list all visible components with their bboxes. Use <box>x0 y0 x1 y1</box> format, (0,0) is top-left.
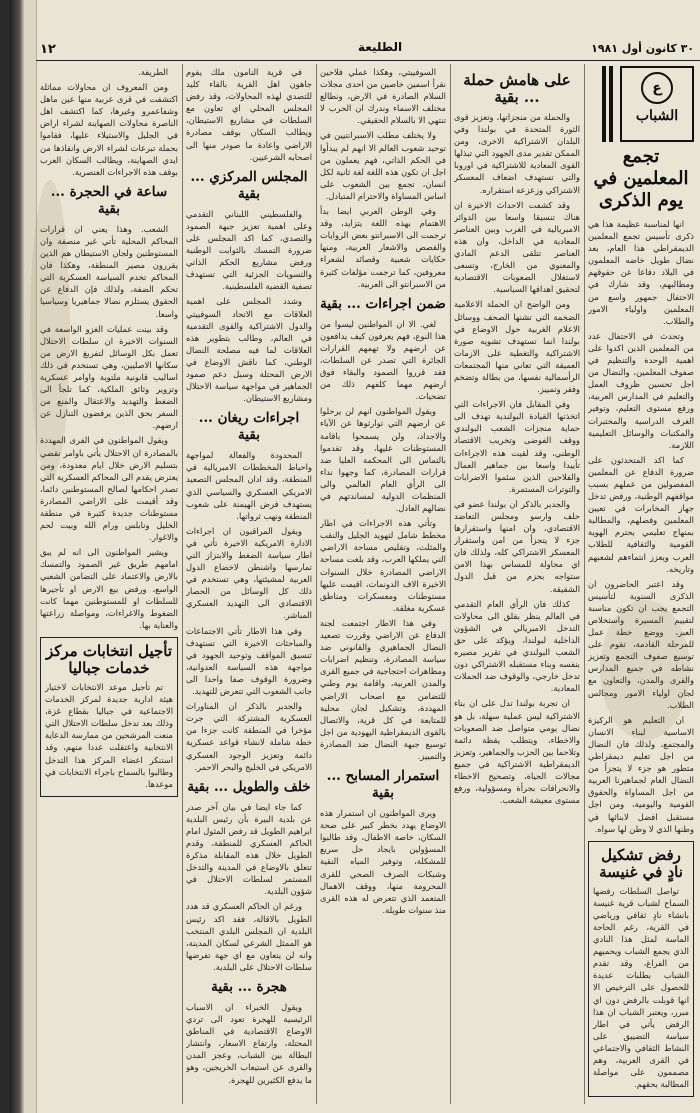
paragraph: ويرى المواطنون ان استمرار هذه الاوضاع يهدد بخطر كبير على صحة السكان، خاصة الاطفال، وقد طالبوا المسؤولين بايجاد حل سريع للمشكلة، وتوفير المياه النقية وشبكات الصرف الصحي للقرى المحرومة منها، ووقف الاهمال المتعمد الذي تتعرض له هذه القرى منذ سنوات طويلة. <box>320 808 446 915</box>
paragraph: وتحدث في الاحتفال عدد من المعلمين الذين اكدوا على اهمية الوحدة والتنظيم في صفوف المعلمين، والنضال من اجل تحسين ظروف العمل والتعليم في المدارس العربية، ورفع مستوى التعليم، وتوفير الغرف الدراسية والمختبرات والمكتبات والوسائل التعليمية اللازمة. <box>588 330 694 450</box>
box-headline: تأجيل انتخابات مركز خدمات جباليا <box>45 641 173 677</box>
paragraph: تم تأجيل موعد الانتخابات لاختيار هيئة ادارية جديدة لمركز الخدمات الاجتماعية في جباليا بقطاع غزة، وذلك بعد تدخل سلطات الاحتلال التي منعت المرشحين من ممارسة الدعاية الانتخابية واعتقلت عددا منهم، وقد استنكر اعضاء المركز هذا التدخل وطالبوا بالسماح باجراء الانتخابات في موعدها. <box>45 681 173 789</box>
section-name: الشباب <box>635 108 679 124</box>
box-headline: رفض تشكيل نادٍ في غنيسة <box>599 845 683 881</box>
paragraph: والجدير بالذكر ان بولندا عضو في حلف وارسو ومجلس التعاضد الاقتصادي، وان امنها واستقرارها جزء لا يتجزأ من امن واستقرار المعسكر الاشتراكي كله، ولذلك فان اي محاولة للمساس بهذا الامن ستواجه بحزم من قبل الدول الشقيقة. <box>454 498 580 594</box>
paragraph: ولا يختلف مطلب الاسبرانتيين في توحيد شعوب العالم الا انهم لم يبدأوا في الحكم الذاتي، فهم يعملون من اجل ان تكون هذه اللغة لغة ثانية لكل انسان، تجمع بين الشعوب على اساس المساواة والاحترام المتبادل. <box>320 130 446 201</box>
paragraph: والحملة من منجزاتها، وتعزيز قوى الثورة المتحدة في بولندا وفي البلدان الاشتراكية الاخرى، ومن الممكن تقدير مدى الجهود التي تبذلها القوى المعادية للاشتراكية في اوروبا والتي تستهدف اضعاف المعسكر الاشتراكي وزعزعة استقراره. <box>454 112 580 195</box>
news-box <box>40 637 178 797</box>
headline: خلف والطويل ... بقية <box>187 778 311 795</box>
paragraph: ويشير المواطنون الى انه لم يبق امامهم طريق غير الصمود والتمسك بالارض والاعتماد على التضامن الشعبي الواسع، ورفض بيع الارض او تأجيرها للسلطات او للمستوطنين مهما كانت الضغوط والاغراءات، ومواصلة زراعتها والعناية بها. <box>40 547 178 630</box>
paragraph: وتأتي هذه الاجراءات في اطار مخطط شامل لتهويد الجليل والنقب والمثلث، وتقليص مساحة الاراضي التي يملكها العرب، وقد بلغت مساحة الاراضي المصادرة خلال السنوات الاخيرة الاف الدونمات، اقيمت عليها مستوطنات ومعسكرات ومناطق عسكرية مغلقة. <box>320 518 446 613</box>
column-2 <box>186 66 312 1106</box>
paragraph: كذلك فان الرأي العام التقدمي في العالم ينظر بقلق الى محاولات التدخل الامبريالي في الشؤون الداخلية لبولندا، ويؤكد على حق الشعب البولندي في تقرير مصيره بنفسه وبناء مستقبله الاشتراكي دون تدخل خارجي، والوقوف ضد الحملات المعادية. <box>454 598 580 694</box>
paragraph: الطريقة. <box>138 67 168 77</box>
paragraph: المحدودة والفعالة لمواجهة واحباط المخططات الامبريالية في المنطقة، وقد ادان المجلس التصعيد الامريكي العسكري والسياسي الذي يستهدف فرض الهيمنة على شعوب المنطقة ونهب ثرواتها. <box>186 450 312 521</box>
youth-section-logo <box>620 66 694 142</box>
main-headline: تجمع المعلمين في يوم الذكرى <box>593 146 689 211</box>
page-margin-strip <box>24 0 37 1113</box>
news-box <box>588 841 694 1098</box>
paragraph: وفي المقابل فان الاجراءات التي اتخذتها القيادة البولندية تهدف الى حماية منجزات الشعب البولندي ووقف الفوضى وتخريب الاقتصاد الوطني، وقد لقيت هذه الاجراءات تأييدا واسعا بين جماهير العمال والفلاحين الذين سئموا الاضرابات والتوترات المستمرة. <box>454 399 580 494</box>
headline: هجرة ... بقية <box>211 979 287 995</box>
column-rule <box>450 64 451 1104</box>
paragraph: ان التعليم هو الركيزة الاساسية لبناء الانسان والمجتمع، ولذلك فان النضال من اجل تعليم ديمقراطي متطور هو جزء لا يتجزأ من النضال العام لجماهيرنا العربية من اجل المساواة والحقوق القومية واليومية، ومن اجل مستقبل افضل لابنائها في وطنها الذي لا وطن لها سواه. <box>588 714 694 834</box>
paragraph: وقد كشفت الاحداث الاخيرة ان هناك تنسيقا واسعا بين الدوائر الامبريالية في الغرب وبين العناصر المعادية في الداخل، وان هذه العناصر تتلقى الدعم المادي والمعنوي من الخارج، وتسعى لاستغلال الصعوبات الاقتصادية لتحقيق اهدافها السياسية. <box>454 199 580 295</box>
page-number: ١٢ <box>40 42 56 57</box>
youth-section-banner <box>588 66 694 142</box>
publication-date: ٣٠ كانون أول ١٩٨١ <box>591 42 694 55</box>
paragraph: ورغم ان الحاكم العسكري قد هدد الطويل بالاقالة، فقد اكد رئيس البلدية ان المجلس البلدي المنتخب هو الممثل الشرعي لسكان المدينة، وانه لن يتعاون مع اي جهة تفرضها سلطات الاحتلال على البلدية. <box>186 901 312 972</box>
column-3 <box>320 66 446 1106</box>
paragraph: وفي هذا الاطار تأتي الاجتماعات والمباحثات الاخيرة التي تستهدف تنسيق المواقف وتوحيد الجهود في مواجهة هذه السياسة العدوانية، وضرورة الوقوف صفا واحدا الى جانب الشعوب التي تتعرض للتهديد. <box>186 625 312 697</box>
paragraph: وقد بينت عمليات الغزو الواسعة في السنوات الاخيرة ان سلطات الاحتلال تعمل بكل الوسائل لتفريغ الارض من سكانها الاصليين، وهي تستخدم في ذلك اساليب قانونية ملتوية واوامر عسكرية وتزوير وثائق الملكية، كما تلجأ الى الضغط والتهديد والاعتقال والمنع من السفر بحق الذين يرفضون التنازل عن ارضهم. <box>40 323 178 431</box>
paragraph: وقد اعتبر الحاضرون ان الذكرى السنوية لتأسيس التجمع يجب ان تكون مناسبة لتقييم المسيرة واستخلاص العبر، ووضع خطة عمل للمرحلة القادمة، تقوم على توسيع صفوف التجمع وتعزيز نشاطه في جميع المدارس والقرى والمدن، والتعاون مع لجان اولياء الامور ومجالس الطلاب. <box>588 578 694 710</box>
headline: ضمن اجراءات ... بقية <box>320 295 446 312</box>
paper-stain <box>30 180 70 480</box>
paragraph: السوفييتي، وهكذا عملي فلاحين نقرأ اسمين خاصين من احدى مجلات السلام الصادرة في الارض، ونطالع مختلف الاسماء وندرك ان الحرب لا تنتهي الا بالسلام الحقيقي. <box>320 67 446 126</box>
paragraph: كما جاء ايضا في بيان آخر صدر عن بلدية البيرة بأن رئيس البلدية ابراهيم الطويل قد رفض المثول امام الحاكم العسكري للمنطقة، وقدم الطويل خلال هذه المقابلة مذكرة تتعلق بالاوضاع في المدينة والتدخل المستمر لسلطات الاحتلال في شؤون البلدية. <box>186 801 312 897</box>
paragraph: تواصل السلطات رفضها السماح لشباب قرية غنيسة بانشاء نادٍ ثقافي ورياضي في القرية، رغم الحاجة الماسة لمثل هذا النادي الذي يجمع الشباب ويحميهم من الفراغ، وقد تقدم الشباب بطلبات عديدة للحصول على الترخيص الا انها قوبلت بالرفض دون اي مبرر، ويعتبر الشباب ان هذا الرفض يأتي في اطار سياسة التضييق على النشاط الثقافي والاجتماعي في القرى العربية، وهم مصممون على مواصلة المطالبة بحقهم. <box>593 885 689 1090</box>
column-rule <box>316 64 317 1104</box>
paragraph: الشعب. وهذا يعني ان قرارات المحاكم المحلية تأتي غير منصفة وان المستوطنين ولجان الاستيطان هم الذين يقررون مصير المنطقة، وهكذا فان المحاكم تخدم السياسة العسكرية التي تحكم الضفة، ولذلك فإن الدفاع عن الحقوق يستلزم نضالا جماهيريا وسياسيا واسعا. <box>40 223 178 319</box>
column-5 <box>588 66 694 1106</box>
column-4 <box>454 66 580 1106</box>
paragraph: في قرية النامون ملك يقوم جاهون اهل القرية بالقاء كليد للتصدي لهذه المحاولات، وقد رفض المجلس المحلي اي تعاون مع السلطات في مشاريع الاستيطان، ويطالب السكان بوقف مصادرة الاراضي واعادة ما صودر منها الى اصحابه الشرعيين. <box>186 67 312 162</box>
paragraph: وفي الوطن العربي ايضا بدأ الاهتمام بهذه اللغة يتزايد، وقد ترجمت الى الاسبرانتو بعض الروايات والقصص والاشعار العربية، ومنها حكايات شعبية وقصائد لشعراء معروفين، كما ترجمت مؤلفات كثيرة من الاسبرانتو الى العربية. <box>320 206 446 289</box>
publication-name: الطليعة <box>357 40 403 54</box>
paragraph: والجدير بالذكر ان المناورات العسكرية المشتركة التي جرت مؤخرا في المنطقة كانت جزءا من خطة شاملة لانشاء قواعد عسكرية دائمة وتعزيز الوجود العسكري الامريكي في الخليج والبحر الاحمر. <box>186 701 312 772</box>
paragraph: ويقول الخبراء ان الاسباب الرئيسية للهجرة تعود الى تردي الاوضاع الاقتصادية في المناطق المحتلة، وارتفاع الاسعار، وانتشار البطالة بين الشباب، وعجز المدن والقرى عن استيعاب الخريجين، وهو ما يدفع الكثيرين للهجرة. <box>186 1002 312 1085</box>
column-rule <box>584 64 585 1104</box>
paragraph: ومن المعروف ان محاولات مماثلة اكتشفت في قرى عربية منها عين ماهل وشفاعمرو وغيرها، كما اكتشف اهل الناصرة محاولات الصهاينة لشراء اراض في الجليل والاستيلاء عليها، فقاموا بحملة تبرعات لشراء الارض وانقاذها من ايدي الصهاينة، ويطالب السكان العرب بوقف هذه الاجراءات العنصرية. <box>40 82 178 177</box>
paragraph: انها لمناسبة عظيمة هذا هي ذكرى تأسيس تجمع المعلمين الديمقراطي هذا العام، بعد نضال طويل خاضه المعلمون في البلاد دفاعا عن حقوقهم ومطالبهم، وقد شارك في الاحتفال جمهور واسع من المعلمين واولياء الامور والطلاب. <box>588 219 694 326</box>
paragraph: ان تجربة بولندا تدل على ان بناء الاشتراكية ليس عملية سهلة، بل هو نضال يومي متواصل ضد الصعوبات والاخطاء، ويتطلب يقظة دائمة وتلاحما بين الحزب والجماهير، وتعزيز الديمقراطية الاشتراكية في جميع مجالات الحياة، وتصحيح الاخطاء والانحرافات بجرأة ومسؤولية، ورفع مستوى معيشة الشعب. <box>454 698 580 806</box>
headline: ساعة في الحجرة ... بقية <box>50 183 168 217</box>
headline: استمرار المسابح ... بقية <box>326 768 440 802</box>
paragraph: ويقول المواطنون انهم لن يرحلوا عن ارضهم التي توارثوها عن الآباء والاجداد، ولن يسمحوا باقامة المستوطنات عليها، وقد تقدموا بالتماس الى المحكمة العليا ضد قرارات المصادرة، كما وجهوا نداء الى الرأي العام العالمي والى المنظمات الدولية لمساندتهم في نضالهم العادل. <box>320 406 446 514</box>
headline: المجلس المركزي ... بقية <box>190 168 308 202</box>
paragraph: لغي. الا ان المواطنين ليسوا من هذا النوع، فهم يعرفون كيف يدافعون عن ارضهم ولا تهمهم القرارات الجائرة التي تصدر عن السلطات، فقد قرروا الصمود والبقاء فوق ارضهم مهما كلفهم ذلك من تضحيات. <box>320 318 446 402</box>
paragraph: والفلسطيني اللبناني التقدمي وعلى اهمية تعزيز جبهة الصمود والتصدي، كما اكد المجلس على ضرورة التمسك بالثوابت الوطنية ورفض مشاريع الحكم الذاتي والتسويات الجزئية التي تستهدف تصفية القضية الفلسطينية. <box>186 208 312 292</box>
column-rule <box>182 64 183 1104</box>
paragraph: ويقول المواطنون في القرى المهددة بالمصادرة ان الاحتلال يأتي باوامر تقضي بتسليم الارض خلال ايام معدودة، ومن يعترض يقدم الى المحاكم العسكرية التي تصدر احكامها لصالح المستوطنين دائما، وقد أقيمت على الاراضي المصادرة مستوطنات جديدة كثيرة في منطقة الخليل ونابلس ورام الله وبيت لحم والاغوار. <box>40 435 178 543</box>
paragraph: كما اكد المتحدثون على ضرورة الدفاع عن المعلمين المفصولين من عملهم بسبب مواقفهم الوطنية، ورفض تدخل جهاز المخابرات في تعيين المعلمين وفصلهم، والمطالبة بمنهاج تعليمي يحترم الهوية القومية والثقافية للطلاب العرب ويعزز انتماءهم لشعبهم وتاريخه. <box>588 454 694 574</box>
paragraph: وشدد المجلس على اهمية العلاقات مع الاتحاد السوفييتي والدول الاشتراكية والقوى التقدمية في العالم، وطالب بتطوير هذه العلاقات لما فيه مصلحة النضال الوطني، كما ناقش الاوضاع في الارض المحتلة وسبل دعم صمود الجماهير في مواجهة سياسة الاحتلال ومشاريع الاستيطان. <box>186 296 312 404</box>
col1-article-tail <box>40 66 178 178</box>
newspaper-page <box>10 0 700 1113</box>
paper-stain <box>600 600 690 740</box>
headline: اجراءات ريغان ... بقية <box>198 410 300 444</box>
paragraph: ويقول المراقبون ان اجراءات الادارة الامريكية الاخيرة تأتي في اطار سياسة الضغط والابتزاز التي تمارسها واشنطن لاخضاع الدول العربية لمشيئتها، وهي تستخدم في ذلك كل الوسائل من الحصار الاقتصادي الى التهديد العسكري المباشر. <box>186 525 312 621</box>
paragraph: وفي هذا الاطار اجتمعت لجنة الدفاع عن الاراضي وقررت تصعيد النضال الجماهيري والقانوني ضد سياسة المصادرة، وتنظيم اضرابات ومظاهرات احتجاجية في جميع القرى والمدن العربية، واقامة يوم وطني للتضامن مع اصحاب الاراضي المهددة، وتشكيل لجان محلية للمتابعة في كل قرية، والاتصال بالقوى الديمقراطية اليهودية من اجل توسيع جبهة النضال ضد المصادرة والتمييز. <box>320 617 446 761</box>
page-binding-edge <box>10 0 24 1113</box>
section-logo-icon: ع <box>641 72 673 104</box>
section-stripes <box>602 66 616 142</box>
paragraph: ومن الواضح ان الحملة الاعلامية الضخمة التي تشنها الصحف ووسائل الاعلام الغربية حول الاوضاع في بولندا انما تستهدف تشويه صورة الاشتراكية والتغطية على الازمات العميقة التي تعاني منها المجتمعات الرأسمالية نفسها، من بطالة وتضخم وفقر وتمييز. <box>454 299 580 395</box>
headline: على هامش حملة ... بقية <box>463 71 571 106</box>
